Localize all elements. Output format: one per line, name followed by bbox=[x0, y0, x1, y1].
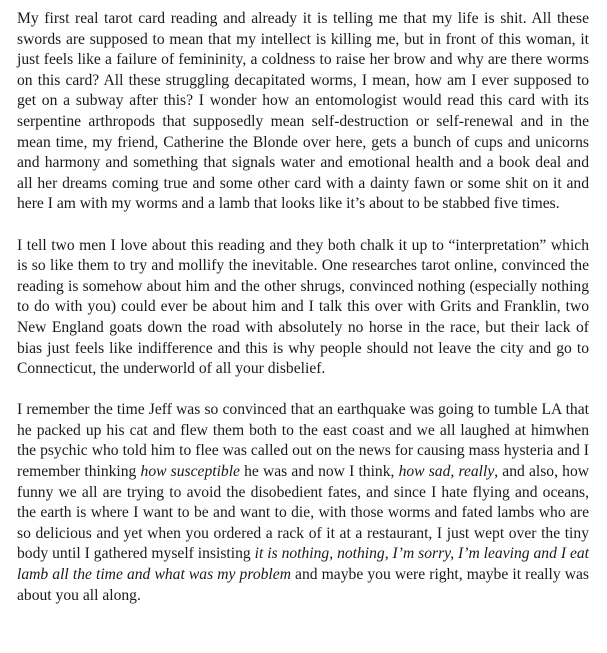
paragraph-2-text: I tell two men I love about this reading and they both chalk it up to “interpretation” which is so like them to try and mollify the inevitable. One researches tarot online, convinced the reading is somehow about him and the other shrugs, convinced nothing (especially nothing to do with you) could ever be about him and I talk this over with Grits and Franklin, two New England goats down the road with absolutely no horse in the race, but their lack of bias just feels like indifference and this is why people should not leave the city and go to Connecticut, the underworld of all your disbelief. bbox=[17, 236, 589, 378]
paragraph-3-text-1: I remember the time Jeff was so convinced that an earthquake was going to tumble LA that he packed up his cat and flew them both to the east coast and we all laughed at himwhen the psychic who told him to flee was called out on the news for causing mass hysteria and I remember thinking bbox=[17, 401, 589, 481]
paragraph-3-text-3: , and also, how funny we all are trying to avoid the disobedient fates, and since I hate flying and oceans, the earth is where I want to be and want to die, with those worms and fated lambs who are so delicious and yet when you ordered a rack of it at a restaurant, I just wept over the tiny body until I gathered myself insisting bbox=[17, 463, 590, 563]
paragraph-3 bbox=[17, 400, 589, 606]
paragraph-1-text: My first real tarot card reading and already it is telling me that my life is shit. All these swords are supposed to mean that my intellect is killing me, but in front of this woman, it just feels like a failure of femininity, a coldness to raise her brow and why are there worms on this card? All these struggling decapitated worms, I mean, how am I ever supposed to get on a subway after this? I wonder how an entomologist would read this card with its serpentine arthropods that supposedly mean self-destruction or self-renewal and in the mean time, my friend, Catherine the Blonde over here, gets a bunch of cups and unicorns and harmony and something that signals water and emotional health and a book deal and all her dreams coming true and some other card with a dainty fawn or some shit on it and here I am with my worms and a lamb that looks like it’s about to be stabbed five times. bbox=[17, 10, 589, 213]
paragraph-3-text-2: he was and now I think, bbox=[239, 463, 399, 481]
paragraph-3-italic-3: it is nothing, nothing, I’m sorry, I’m leaving and I eat lamb all the time and what was my problem bbox=[17, 545, 590, 584]
paragraph-2 bbox=[17, 236, 589, 380]
paragraph-3-italic-2: how sad, really bbox=[398, 463, 495, 481]
paragraph-3-italic-1: how susceptible bbox=[140, 463, 240, 481]
paragraph-1 bbox=[17, 9, 589, 215]
paragraph-3-text-4: and maybe you were right, maybe it really was about you all along. bbox=[17, 566, 589, 604]
